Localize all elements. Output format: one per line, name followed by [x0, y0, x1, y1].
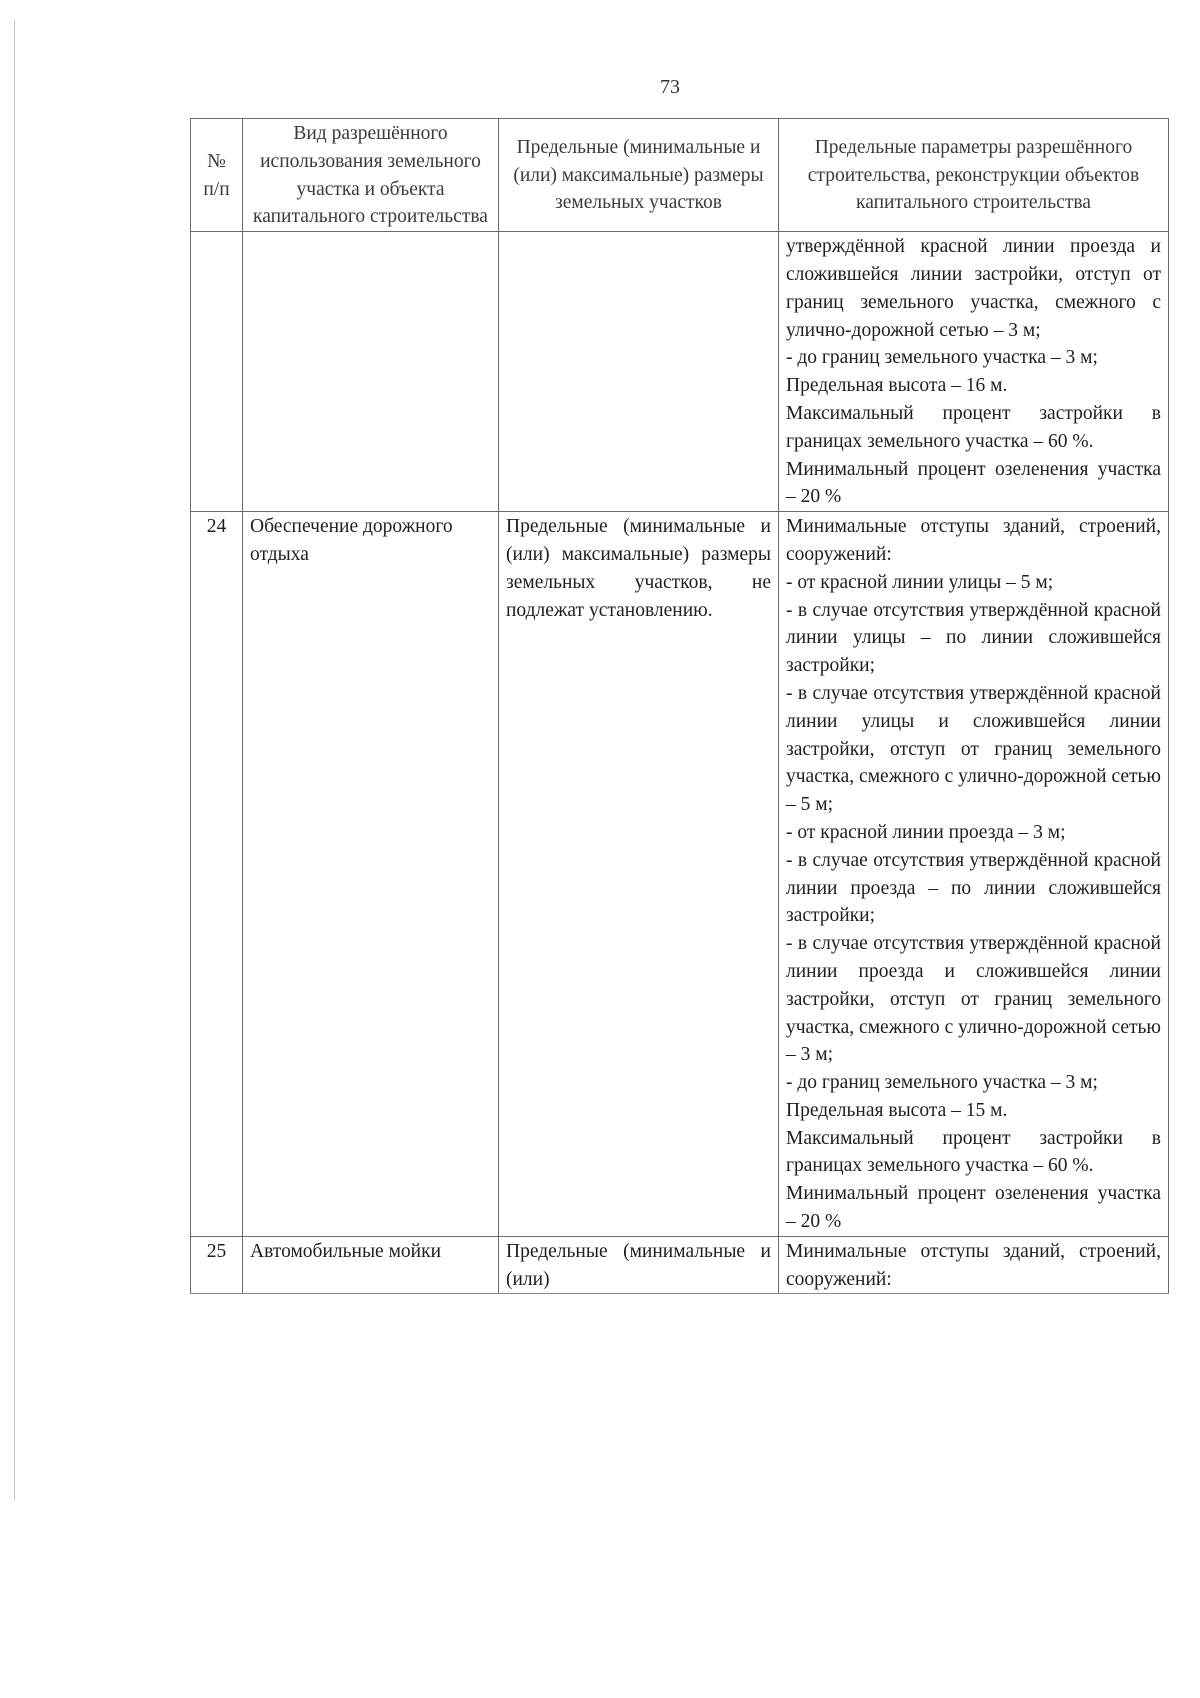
header-plot-sizes: Предельные (минимальные и (или) максимальные) размеры земельных участков [499, 119, 779, 232]
row-number-cell: 25 [191, 1236, 243, 1294]
param-line: - до границ земельного участка – 3 м; [786, 347, 1098, 369]
row-number-cell: 24 [191, 512, 243, 1237]
param-line: Предельная высота – 16 м. [786, 375, 1008, 397]
plot-sizes-cell: Предельные (минимальные и (или) максимальные) размеры земельных участков, не подлежат установлению. [499, 512, 779, 1237]
param-line: Минимальные отступы зданий, строений, сооружений: [786, 1240, 1161, 1290]
param-line: - в случае отсутствия утверждённой красной линии проезда и сложившейся линии застройки, отступ от границ земельного участка, смежного с улично-дорожной сетью – 3 м; [786, 933, 1161, 1066]
row-number-cell [191, 232, 243, 512]
plot-sizes-cell: Предельные (минимальные и (или) [499, 1236, 779, 1294]
table-row [191, 1236, 1169, 1294]
table-header-row [191, 119, 1169, 232]
permitted-use-cell: Автомобильные мойки [243, 1236, 499, 1294]
table-row [191, 232, 1169, 512]
param-line: Минимальный процент озеленения участка – 20 % [786, 458, 1161, 508]
param-line: Максимальный процент застройки в границах земельного участка – 60 %. [786, 402, 1161, 452]
param-line: - в случае отсутствия утверждённой красной линии улицы и сложившейся линии застройки, отступ от границ земельного участка, смежного с улично-дорожной сетью – 5 м; [786, 682, 1161, 816]
param-line: утверждённой красной линии проезда и сложившейся линии застройки, отступ от границ земельного участка, смежного с улично-дорожной сетью – 3 м; [786, 236, 1161, 341]
permitted-use-cell [243, 232, 499, 512]
param-line: Минимальные отступы зданий, строений, сооружений: [786, 516, 1161, 565]
table-row [191, 512, 1169, 1237]
scan-edge-line [14, 20, 15, 1500]
construction-params-cell [779, 512, 1169, 1237]
permitted-use-cell: Обеспечение дорожного отдыха [243, 512, 499, 1237]
param-line: - от красной линии проезда – 3 м; [786, 821, 1066, 843]
construction-params-cell [779, 1236, 1169, 1294]
header-permitted-use: Вид разрешённого использования земельного участка и объекта капитального строительства [243, 119, 499, 232]
regulations-table [190, 118, 1169, 1294]
param-line: - в случае отсутствия утверждённой красной линии улицы – по линии сложившейся застройки; [786, 599, 1161, 677]
param-line: Минимальный процент озеленения участка – 20 % [786, 1183, 1161, 1233]
header-construction-params: Предельные параметры разрешённого строительства, реконструкции объектов капитального строительства [779, 119, 1169, 232]
param-line: Предельная высота – 15 м. [786, 1099, 1008, 1121]
param-line: - до границ земельного участка – 3 м; [786, 1072, 1098, 1094]
header-number: № п/п [191, 119, 243, 232]
param-line: Максимальный процент застройки в границах земельного участка – 60 %. [786, 1127, 1161, 1177]
param-line: - от красной линии улицы – 5 м; [786, 571, 1054, 593]
param-line: - в случае отсутствия утверждённой красной линии проезда – по линии сложившейся застройки; [786, 849, 1161, 927]
plot-sizes-cell [499, 232, 779, 512]
construction-params-cell [779, 232, 1169, 512]
page-number: 73 [660, 76, 680, 98]
